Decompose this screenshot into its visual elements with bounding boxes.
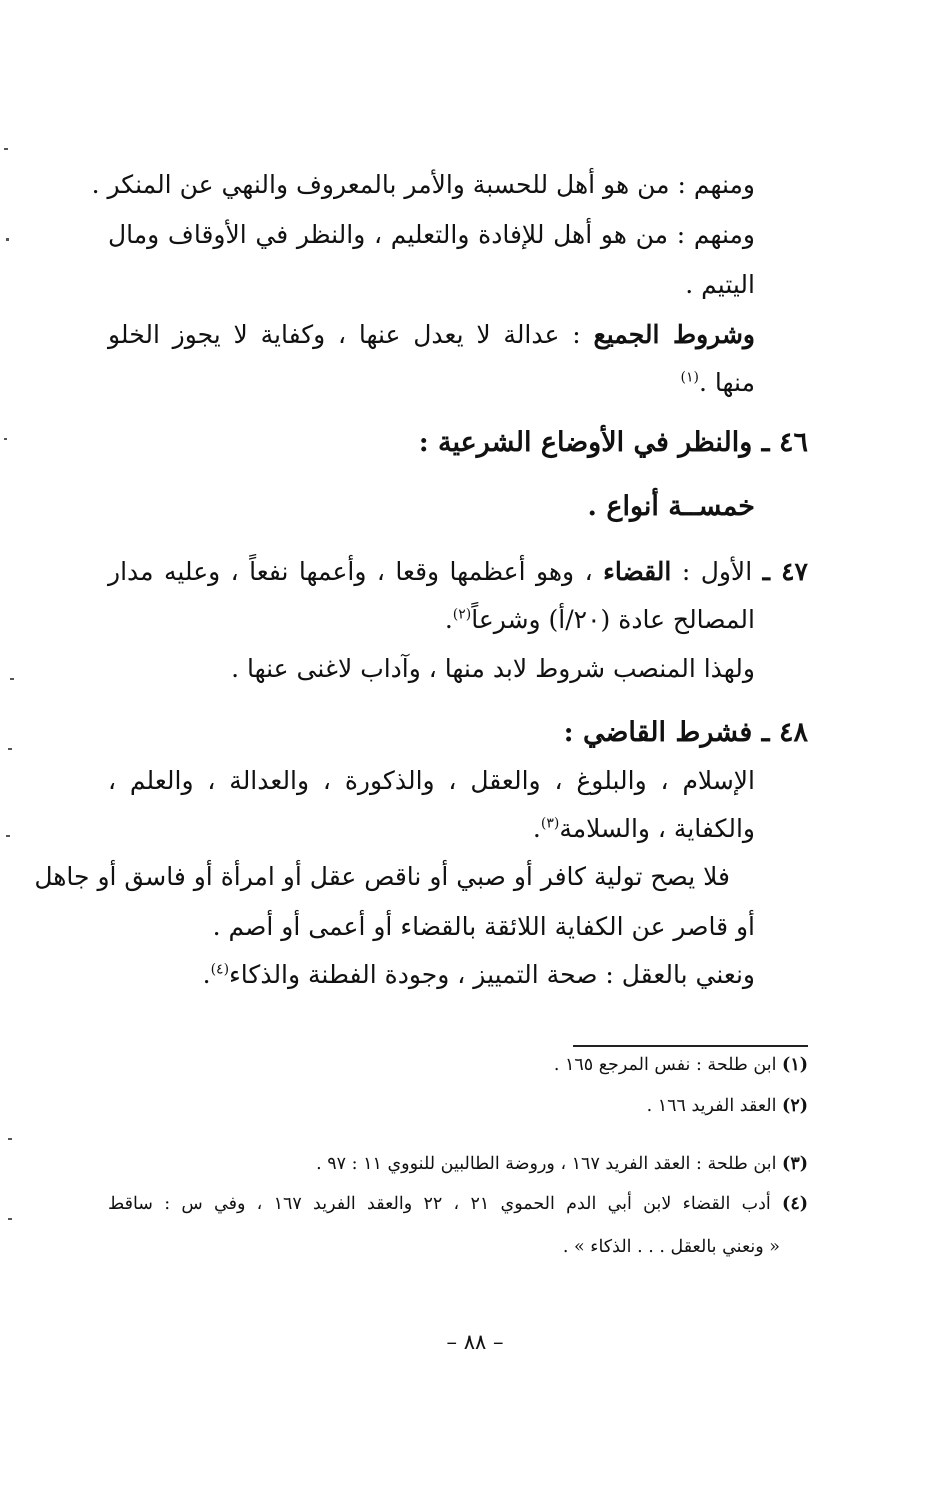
footnote-ref: (٣): [540, 815, 560, 832]
footnote-2: (٢) العقد الفريد ١٦٦ .: [646, 1096, 808, 1116]
footnote-1: (١) ابن طلحة : نفس المرجع ١٦٥ .: [553, 1055, 808, 1075]
scan-speck: [8, 748, 12, 750]
scan-speck: [6, 835, 10, 837]
text-line: فلا يصح تولية كافر أو صبي أو ناقص عقل أو امرأة أو فاسق أو جاهل: [34, 862, 730, 891]
scan-speck: [4, 148, 8, 150]
scan-speck: [8, 1138, 12, 1140]
text-line: ونعني بالعقل : صحة التمييز ، وجودة الفطنة والذكاء$^{(٤)}$.: [202, 960, 755, 989]
text-line: ومنهم : من هو أهل للإفادة والتعليم ، والنظر في الأوقاف ومال: [108, 220, 755, 249]
text-line: ومنهم : من هو أهل للحسبة والأمر بالمعروف والنهي عن المنكر .: [91, 170, 755, 199]
text-line: ولهذا المنصب شروط لابد منها ، وآداب لاغنى عنها .: [231, 654, 755, 683]
section-heading-46: ٤٦ ـ والنظر في الأوضاع الشرعية :: [418, 427, 808, 458]
scan-speck: [4, 438, 7, 440]
text-line: منها .$^{(١)}$: [680, 368, 755, 397]
section-47-line: ٤٧ ـ الأول : القضاء ، وهو أعظمها وقعا ، وأعمها نفعاً ، وعليه مدار: [108, 557, 808, 586]
footnote-separator: [573, 1045, 808, 1047]
text-line: المصالح عادة (٢٠/أ) وشرعاً$^{(٢)}$.: [444, 605, 755, 634]
text-line: الإسلام ، والبلوغ ، والعقل ، والذكورة ، والعدالة ، والعلم ،: [108, 766, 755, 795]
footnote-3: (٣) ابن طلحة : العقد الفريد ١٦٧ ، وروضة الطالبين للنووي ١١ : ٩٧ .: [316, 1154, 808, 1174]
text-line: أو قاصر عن الكفاية اللائقة بالقضاء أو أعمى أو أصم .: [212, 912, 755, 941]
section-subheading: خمســة أنواع .: [587, 491, 755, 522]
section-heading-48: ٤٨ ـ فشرط القاضي :: [563, 717, 808, 748]
text-line: وشروط الجميع : عدالة لا يعدل عنها ، وكفاية لا يجوز الخلو: [108, 320, 755, 349]
footnote-ref: (٤): [210, 961, 230, 978]
scan-speck: [8, 1218, 12, 1220]
footnote-ref: (٢): [452, 606, 472, 623]
footnote-4-continued: « ونعني بالعقل . . . الذكاء » .: [562, 1237, 780, 1257]
text-line: والكفاية ، والسلامة$^{(٣)}$.: [532, 814, 755, 843]
text-line: اليتيم .: [685, 270, 755, 299]
page-number: – ٨٨ –: [446, 1330, 504, 1354]
footnote-ref: (١): [680, 369, 700, 386]
footnote-4: (٤) أدب القضاء لابن أبي الدم الحموي ٢١ ، ٢٢ والعقد الفريد ١٦٧ ، وفي س : ساقط: [108, 1194, 808, 1214]
scan-speck: [10, 678, 14, 680]
scan-speck: [6, 238, 9, 241]
